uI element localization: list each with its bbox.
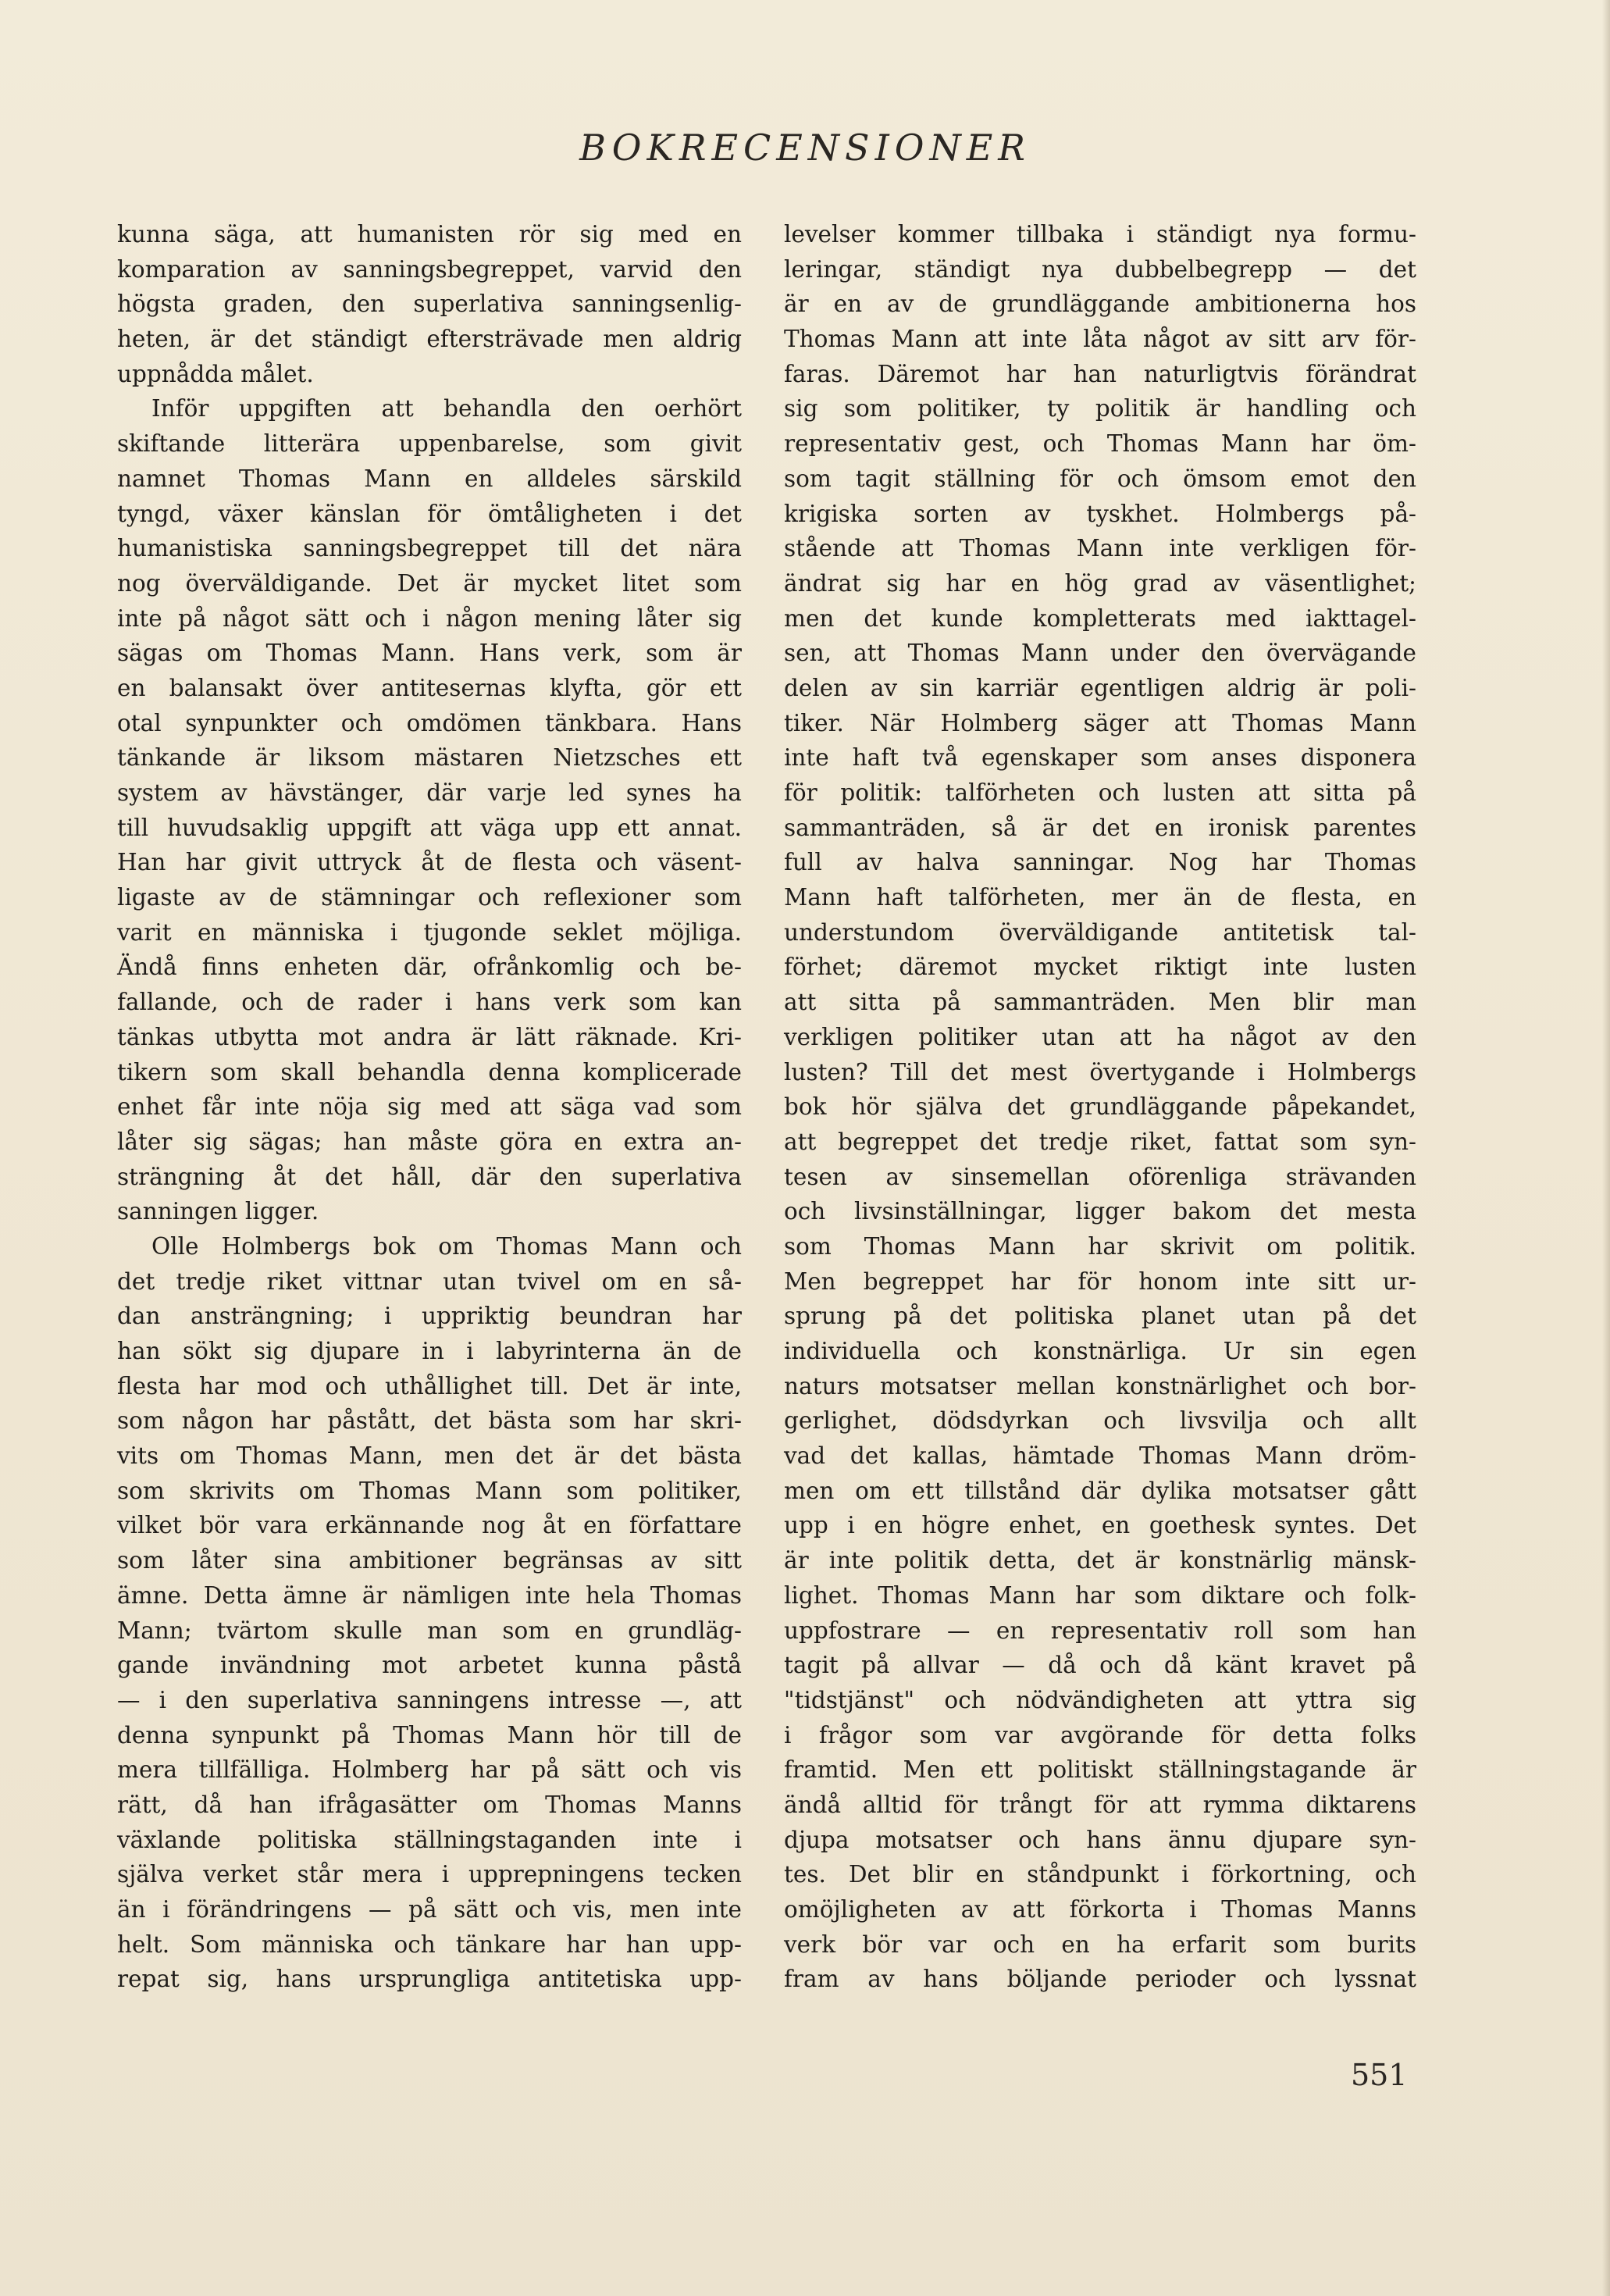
- text-line: tiker. När Holmberg säger att Thomas Mann: [784, 709, 1416, 736]
- text-line: heten, är det ständigt eftersträvade men aldrig: [117, 326, 742, 353]
- text-line: inte på något sätt och i någon mening låter sig: [117, 604, 742, 632]
- text-line: sprung på det politiska planet utan på det: [784, 1303, 1416, 1330]
- text-line: repat sig, hans ursprungliga antitetiska upp-: [117, 1966, 742, 1993]
- text-line: tes. Det blir en ståndpunkt i förkortning, och: [784, 1861, 1416, 1888]
- text-line: vad det kallas, hämtade Thomas Mann dröm-: [784, 1442, 1416, 1470]
- text-line: dan ansträngning; i uppriktig beundran har: [117, 1303, 742, 1330]
- text-line: verkligen politiker utan att ha något av den: [784, 1023, 1416, 1050]
- text-line: än i förändringens — på sätt och vis, men inte: [117, 1896, 742, 1923]
- text-line: gande invändning mot arbetet kunna påstå: [117, 1652, 742, 1679]
- text-line: "tidstjänst" och nödvändigheten att yttra sig: [784, 1686, 1416, 1713]
- text-line: tikern som skall behandla denna komplicerade: [117, 1058, 742, 1086]
- text-line: understundom överväldigande antitetisk tal-: [784, 918, 1416, 946]
- text-line: tänkas utbytta mot andra är lätt räknade. Kri-: [117, 1023, 742, 1050]
- text-line: Han har givit uttryck åt de flesta och väsent-: [117, 849, 742, 876]
- text-line: komparation av sanningsbegreppet, varvid den: [117, 255, 742, 283]
- scan-edge-shadow: [1602, 0, 1610, 2296]
- text-line: lusten? Till det mest övertygande i Holmbergs: [784, 1058, 1416, 1086]
- text-line: omöjligheten av att förkorta i Thomas Manns: [784, 1896, 1416, 1923]
- text-line: levelser kommer tillbaka i ständigt nya formu-: [784, 221, 1416, 248]
- text-line: som låter sina ambitioner begränsas av sitt: [117, 1547, 742, 1574]
- text-line: tyngd, växer känslan för ömtåligheten i det: [117, 500, 742, 527]
- text-line: han sökt sig djupare in i labyrinterna än de: [117, 1338, 742, 1364]
- text-line: att sitta på sammanträden. Men blir man: [784, 989, 1416, 1016]
- text-line: helt. Som människa och tänkare har han upp-: [117, 1931, 742, 1958]
- text-line: förhet; däremot mycket riktigt inte lusten: [784, 954, 1416, 981]
- text-line: fallande, och de rader i hans verk som kan: [117, 989, 742, 1016]
- running-title: BOKRECENSIONER: [579, 127, 1031, 169]
- text-line: rätt, då han ifrågasätter om Thomas Manns: [117, 1791, 742, 1818]
- text-line: naturs motsatser mellan konstnärlighet och bor-: [784, 1372, 1416, 1399]
- text-line: inte haft två egenskaper som anses disponera: [784, 744, 1416, 772]
- text-line: som någon har påstått, det bästa som har skri-: [117, 1407, 742, 1435]
- text-line: framtid. Men ett politiskt ställningstagande är: [784, 1756, 1416, 1784]
- text-line: vilket bör vara erkännande nog åt en författare: [117, 1512, 742, 1539]
- text-line: sammanträden, så är det en ironisk parentes: [784, 814, 1416, 841]
- right-column: [784, 217, 1416, 1997]
- text-line: nog överväldigande. Det är mycket litet som: [117, 569, 742, 597]
- text-line: uppfostrare — en representativ roll som han: [784, 1617, 1416, 1644]
- text-line: upp i en högre enhet, en goethesk syntes. Det: [784, 1512, 1416, 1539]
- text-line: bok hör själva det grundläggande påpekandet,: [784, 1093, 1416, 1121]
- text-line: ämne. Detta ämne är nämligen inte hela Thomas: [117, 1581, 742, 1609]
- text-line: Inför uppgiften att behandla den oerhört: [151, 395, 742, 422]
- text-line: det tredje riket vittnar utan tvivel om en så-: [117, 1267, 742, 1295]
- text-line: humanistiska sanningsbegreppet till det nära: [117, 535, 742, 562]
- text-line: mera tillfälliga. Holmberg har på sätt och vis: [117, 1756, 742, 1784]
- text-line: Ändå finns enheten där, ofrånkomlig och be-: [117, 954, 742, 981]
- text-line: varit en människa i tjugonde seklet möjliga.: [117, 918, 742, 946]
- text-line: representativ gest, och Thomas Mann har öm-: [784, 430, 1416, 458]
- text-line: Men begreppet har för honom inte sitt ur-: [784, 1267, 1416, 1295]
- text-line: lighet. Thomas Mann har som diktare och folk-: [784, 1581, 1416, 1609]
- text-line: är inte politik detta, det är konstnärlig mänsk-: [784, 1547, 1416, 1574]
- text-line: delen av sin karriär egentligen aldrig är poli-: [784, 674, 1416, 701]
- text-line: system av hävstänger, där varje led synes ha: [117, 779, 742, 806]
- text-line: att begreppet det tredje riket, fattat som syn-: [784, 1128, 1416, 1155]
- text-line: tesen av sinsemellan oförenliga strävanden: [784, 1163, 1416, 1190]
- text-line: flesta har mod och uthållighet till. Det är inte,: [117, 1372, 742, 1399]
- text-line: leringar, ständigt nya dubbelbegrepp — det: [784, 255, 1416, 283]
- text-line: Mann haft talförheten, mer än de flesta, en: [784, 884, 1416, 911]
- text-line: är en av de grundläggande ambitionerna hos: [784, 291, 1416, 318]
- text-line: tänkande är liksom mästaren Nietzsches ett: [117, 744, 742, 772]
- text-line: denna synpunkt på Thomas Mann hör till de: [117, 1721, 742, 1749]
- text-line: namnet Thomas Mann en alldeles särskild: [117, 465, 742, 492]
- text-line: i frågor som var avgörande för detta folks: [784, 1721, 1416, 1749]
- text-line: skiftande litterära uppenbarelse, som givit: [117, 430, 742, 458]
- left-column: [117, 217, 742, 1997]
- text-line: individuella och konstnärliga. Ur sin egen: [784, 1338, 1416, 1364]
- text-line: enhet får inte nöja sig med att säga vad som: [117, 1093, 742, 1121]
- text-line: sig som politiker, ty politik är handling och: [784, 395, 1416, 422]
- text-line: till huvudsaklig uppgift att väga upp ett annat.: [117, 814, 742, 841]
- text-line: för politik: talförheten och lusten att sitta på: [784, 779, 1416, 806]
- text-line: Thomas Mann att inte låta något av sitt arv för-: [784, 326, 1416, 353]
- text-line: fram av hans böljande perioder och lyssnat: [784, 1966, 1416, 1993]
- text-line: tagit på allvar — då och då känt kravet på: [784, 1652, 1416, 1679]
- text-line: uppnådda målet.: [117, 360, 314, 387]
- text-line: låter sig sägas; han måste göra en extra an-: [117, 1128, 742, 1155]
- text-line: djupa motsatser och hans ännu djupare syn-: [784, 1826, 1416, 1853]
- text-line: men om ett tillstånd där dylika motsatser gått: [784, 1477, 1416, 1504]
- text-line: som Thomas Mann har skrivit om politik.: [784, 1232, 1416, 1260]
- text-line: högsta graden, den superlativa sanningsenlig-: [117, 291, 742, 318]
- text-line: faras. Däremot har han naturligtvis förändrat: [784, 360, 1416, 387]
- text-line: kunna säga, att humanisten rör sig med en: [117, 221, 742, 248]
- text-line: som tagit ställning för och ömsom emot den: [784, 465, 1416, 492]
- text-line: och livsinställningar, ligger bakom det mesta: [784, 1198, 1416, 1225]
- text-line: vits om Thomas Mann, men det är det bästa: [117, 1442, 742, 1470]
- text-line: krigiska sorten av tyskhet. Holmbergs på-: [784, 500, 1416, 527]
- text-line: — i den superlativa sanningens intresse —, att: [117, 1686, 742, 1713]
- text-line: strängning åt det håll, där den superlativa: [117, 1163, 742, 1190]
- text-line: sen, att Thomas Mann under den övervägande: [784, 640, 1416, 667]
- text-line: full av halva sanningar. Nog har Thomas: [784, 849, 1416, 876]
- text-line: en balansakt över antitesernas klyfta, gör ett: [117, 674, 742, 701]
- text-line: men det kunde kompletterats med iakttagel-: [784, 604, 1416, 632]
- text-line: ändå alltid för trångt för att rymma diktarens: [784, 1791, 1416, 1818]
- text-line: gerlighet, dödsdyrkan och livsvilja och allt: [784, 1407, 1416, 1435]
- text-line: sägas om Thomas Mann. Hans verk, som är: [117, 640, 742, 667]
- text-line: ligaste av de stämningar och reflexioner som: [117, 884, 742, 911]
- page-number: 551: [1351, 2058, 1408, 2092]
- text-line: sanningen ligger.: [117, 1198, 319, 1225]
- text-line: Mann; tvärtom skulle man som en grundläg-: [117, 1617, 742, 1644]
- text-line: otal synpunkter och omdömen tänkbara. Hans: [117, 709, 742, 736]
- text-line: verk bör var och en ha erfarit som burits: [784, 1931, 1416, 1958]
- text-line: själva verket står mera i upprepningens tecken: [117, 1861, 742, 1888]
- text-line: som skrivits om Thomas Mann som politiker,: [117, 1477, 742, 1504]
- text-line: stående att Thomas Mann inte verkligen för-: [784, 535, 1416, 562]
- text-line: växlande politiska ställningstaganden inte i: [117, 1826, 742, 1853]
- text-line: ändrat sig har en hög grad av väsentlighet;: [784, 569, 1416, 597]
- text-line: Olle Holmbergs bok om Thomas Mann och: [151, 1232, 742, 1260]
